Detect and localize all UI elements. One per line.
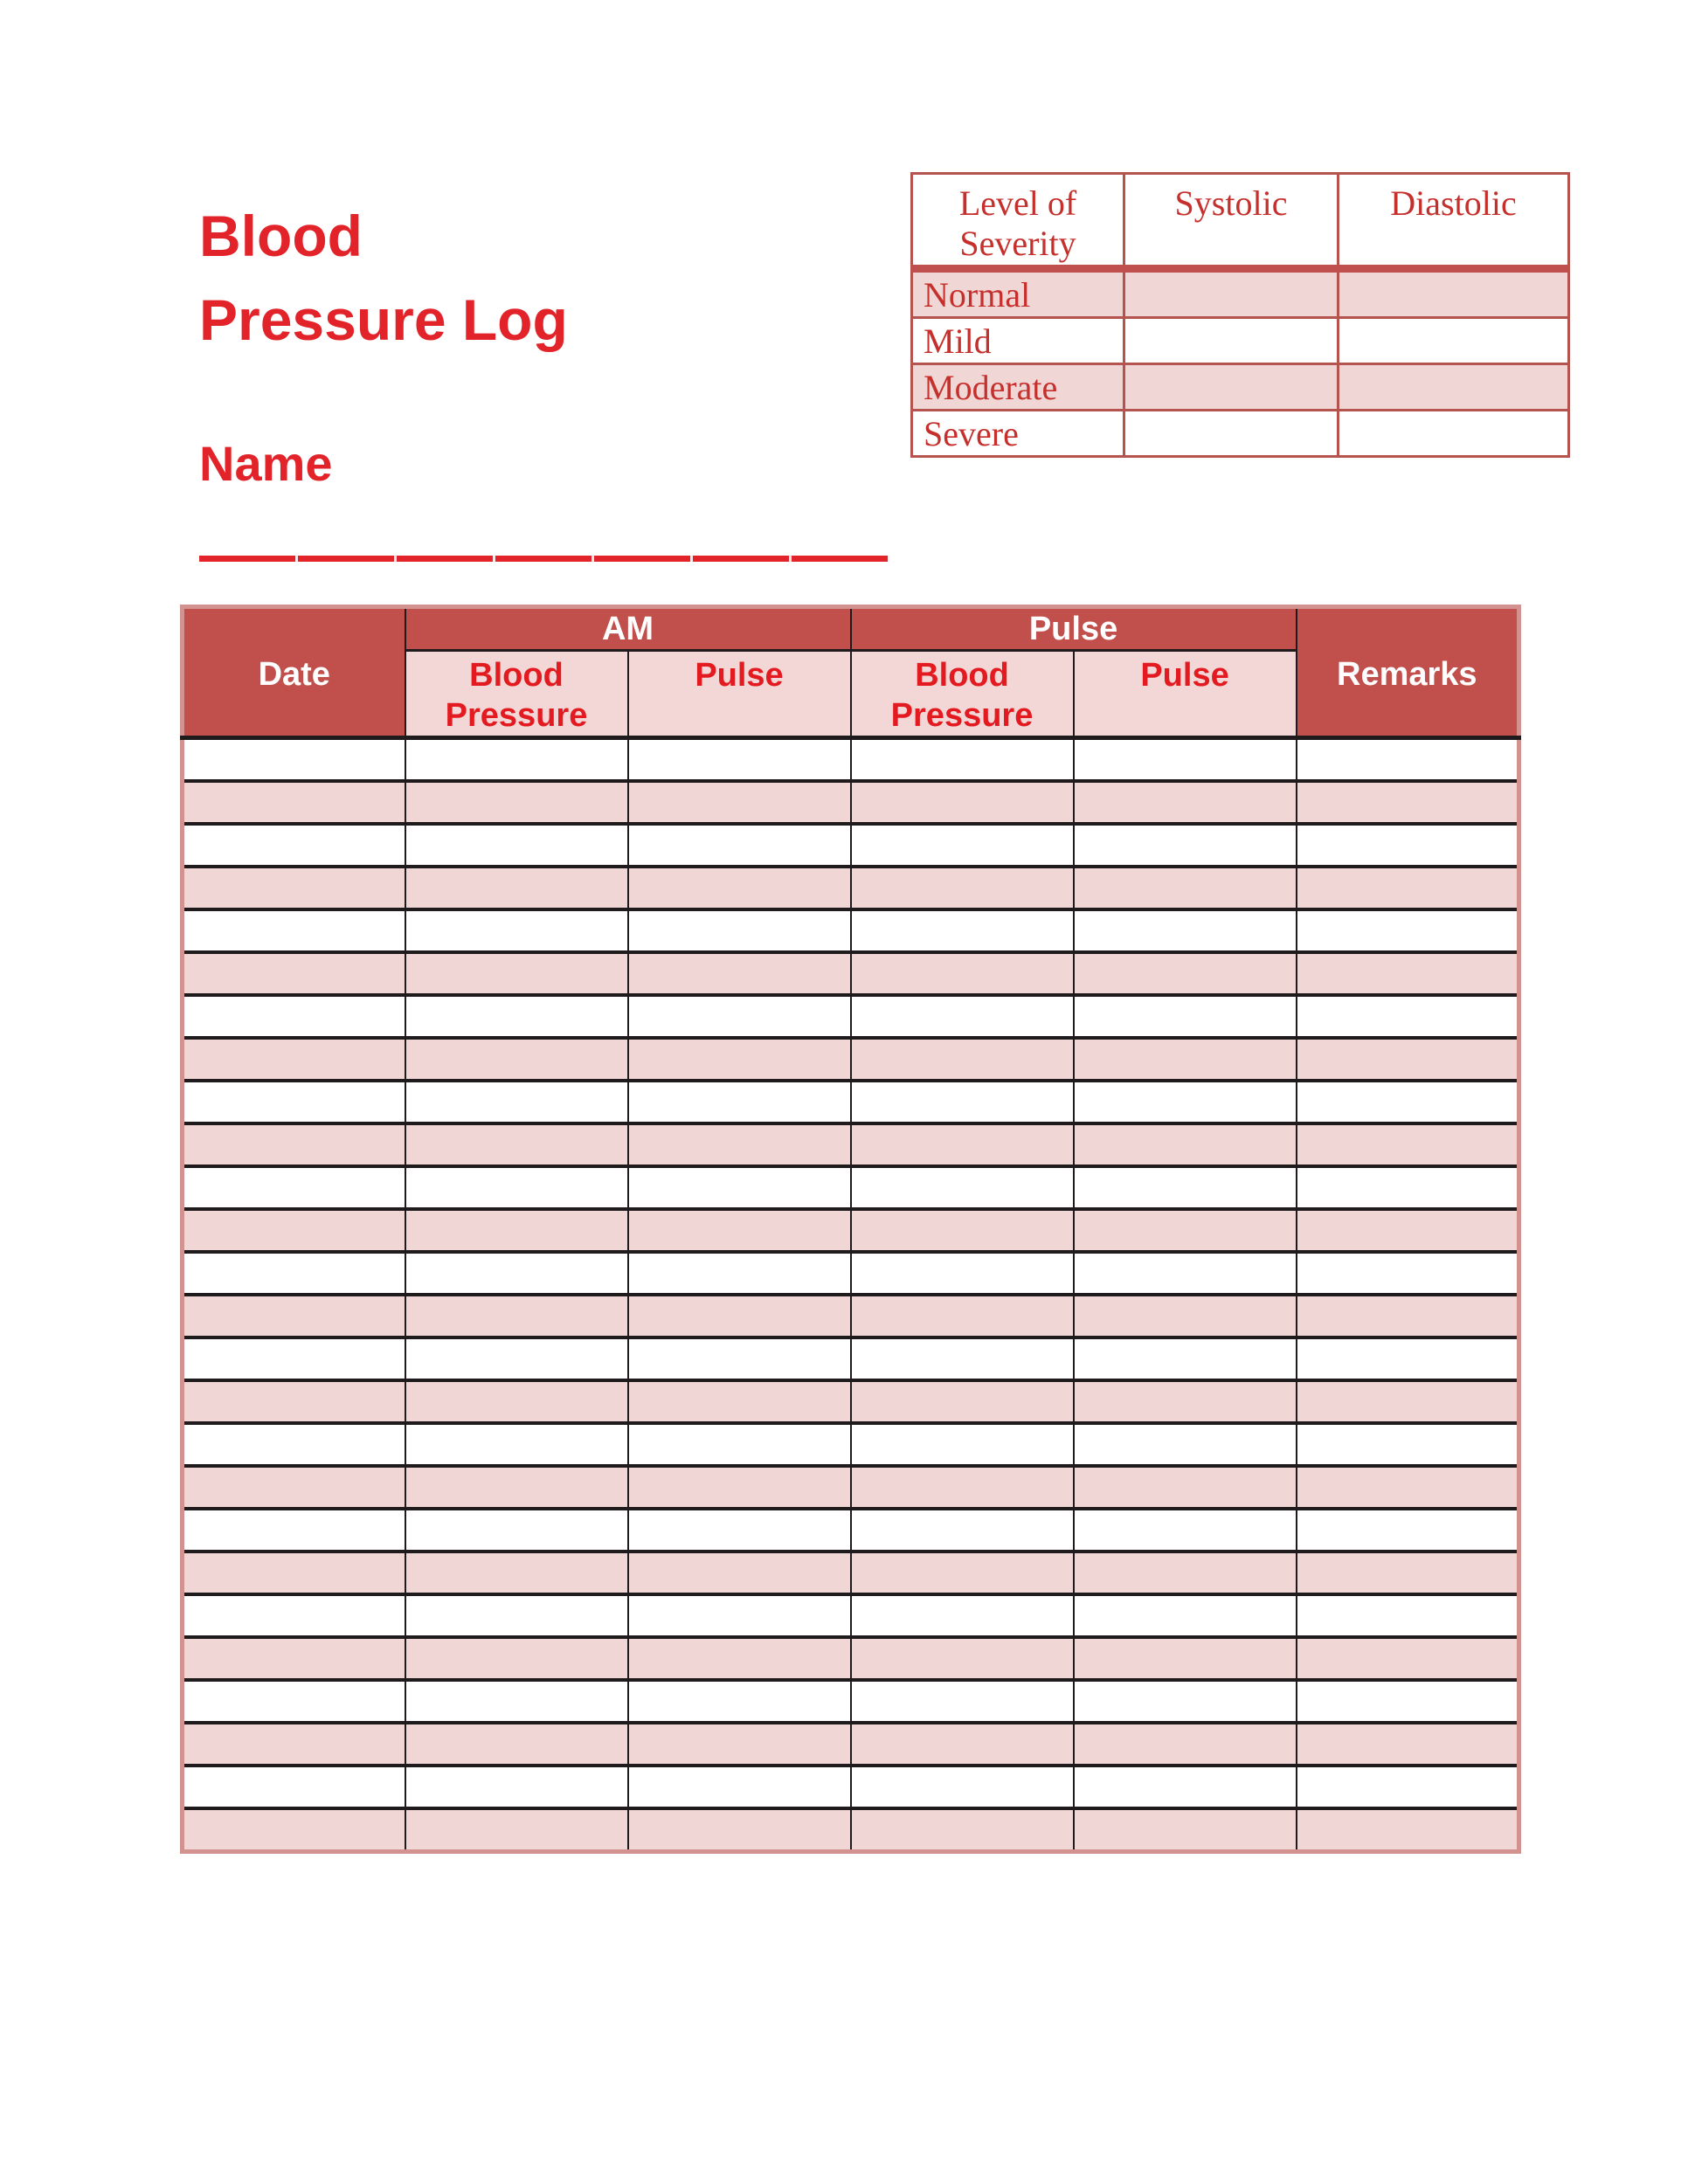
log-cell-empty [628,1337,851,1380]
log-row [183,1723,1519,1766]
log-row [183,1423,1519,1466]
log-cell-empty [405,995,628,1038]
log-header-remarks: Remarks [1297,607,1519,738]
log-cell-empty [405,1552,628,1594]
log-cell-empty [183,1680,405,1723]
log-cell-empty [851,1808,1074,1852]
log-cell-empty [851,1466,1074,1509]
log-cell-empty [1297,1509,1519,1552]
log-cell-empty [851,1380,1074,1423]
severity-systolic-cell [1124,411,1339,457]
log-cell-empty [851,1166,1074,1209]
log-cell-empty [1297,909,1519,952]
log-header-group-pulse: Pulse [851,607,1297,651]
log-cell-empty [1074,1552,1297,1594]
log-cell-empty [1074,1038,1297,1081]
severity-row-severe [912,411,1569,457]
log-cell-empty [1074,738,1297,782]
log-cell-empty [628,1766,851,1808]
log-cell-empty [1074,1081,1297,1123]
log-cell-empty [1297,1680,1519,1723]
log-row [183,867,1519,909]
severity-row-mild [912,318,1569,364]
log-cell-empty [1297,952,1519,995]
log-row [183,1209,1519,1252]
severity-diastolic-cell [1339,411,1569,457]
log-cell-empty [405,781,628,824]
log-cell-empty [851,1081,1074,1123]
log-cell-empty [851,738,1074,782]
log-cell-empty [183,824,405,867]
log-cell-empty [183,1252,405,1295]
severity-level-label: Mild [912,318,1124,364]
log-cell-empty [628,952,851,995]
log-row [183,909,1519,952]
log-cell-empty [183,995,405,1038]
log-cell-empty [628,1295,851,1337]
log-cell-empty [405,1209,628,1252]
log-cell-empty [183,1209,405,1252]
log-cell-empty [1074,952,1297,995]
log-cell-empty [851,1766,1074,1808]
log-cell-empty [1074,1252,1297,1295]
log-subheader-pm-blood-pressure: Blood Pressure [851,651,1074,738]
log-cell-empty [183,909,405,952]
log-cell-empty [405,1423,628,1466]
log-cell-empty [851,1680,1074,1723]
log-cell-empty [1074,867,1297,909]
log-cell-empty [1074,781,1297,824]
log-cell-empty [851,909,1074,952]
log-cell-empty [183,781,405,824]
log-cell-empty [1297,1637,1519,1680]
log-cell-empty [1297,1594,1519,1637]
log-row [183,1123,1519,1166]
log-cell-empty [405,1466,628,1509]
severity-reference-table [910,172,1570,458]
page-title-line1: Blood [199,204,363,268]
log-row [183,824,1519,867]
log-row [183,1081,1519,1123]
log-cell-empty [628,1808,851,1852]
log-cell-empty [1297,1081,1519,1123]
log-cell-empty [183,952,405,995]
log-cell-empty [628,1594,851,1637]
name-fill-in-line [199,556,889,562]
log-row [183,1337,1519,1380]
log-cell-empty [628,1723,851,1766]
log-cell-empty [628,1466,851,1509]
log-cell-empty [851,1423,1074,1466]
log-row [183,1166,1519,1209]
log-cell-empty [628,995,851,1038]
log-cell-empty [628,1123,851,1166]
log-cell-empty [405,1509,628,1552]
log-row [183,1380,1519,1423]
log-cell-empty [183,1337,405,1380]
log-cell-empty [1297,995,1519,1038]
log-cell-empty [1297,781,1519,824]
log-cell-empty [183,1380,405,1423]
severity-systolic-cell [1124,318,1339,364]
log-cell-empty [1074,1680,1297,1723]
log-header-group-am: AM [405,607,851,651]
severity-header-row [912,174,1569,269]
name-label: Name [199,436,333,491]
log-cell-empty [1297,1380,1519,1423]
log-row [183,738,1519,782]
log-cell-empty [405,909,628,952]
log-cell-empty [405,1594,628,1637]
severity-systolic-cell [1124,269,1339,318]
log-table-body [183,738,1519,1852]
log-cell-empty [1297,1252,1519,1295]
log-cell-empty [183,1552,405,1594]
log-cell-empty [405,824,628,867]
log-row [183,1509,1519,1552]
log-subheader-am-pulse: Pulse [628,651,851,738]
log-cell-empty [1074,1423,1297,1466]
log-cell-empty [405,1166,628,1209]
log-cell-empty [1297,1123,1519,1166]
log-cell-empty [183,1081,405,1123]
log-cell-empty [851,867,1074,909]
log-cell-empty [405,1337,628,1380]
log-cell-empty [851,1209,1074,1252]
log-cell-empty [1074,1166,1297,1209]
log-row [183,1466,1519,1509]
log-subheader-pm-pulse: Pulse [1074,651,1297,738]
severity-diastolic-cell [1339,318,1569,364]
log-cell-empty [405,1637,628,1680]
severity-diastolic-cell [1339,269,1569,318]
log-cell-empty [851,1337,1074,1380]
log-row [183,1038,1519,1081]
log-cell-empty [628,1637,851,1680]
log-cell-empty [183,1295,405,1337]
log-row [183,1295,1519,1337]
log-cell-empty [1074,1509,1297,1552]
log-cell-empty [628,738,851,782]
log-cell-empty [628,1209,851,1252]
log-cell-empty [628,824,851,867]
log-subheader-am-blood-pressure: Blood Pressure [405,651,628,738]
log-cell-empty [1297,1423,1519,1466]
log-cell-empty [628,909,851,952]
log-cell-empty [1074,1637,1297,1680]
log-cell-empty [851,995,1074,1038]
log-cell-empty [628,1423,851,1466]
log-cell-empty [405,1808,628,1852]
log-cell-empty [405,867,628,909]
log-cell-empty [183,1038,405,1081]
log-cell-empty [1074,909,1297,952]
log-row [183,995,1519,1038]
log-cell-empty [1074,1295,1297,1337]
log-cell-empty [851,1038,1074,1081]
log-cell-empty [1074,824,1297,867]
log-cell-empty [405,1680,628,1723]
log-row [183,1252,1519,1295]
page-title-line2: Pressure Log [199,287,568,352]
log-cell-empty [1297,1337,1519,1380]
log-cell-empty [851,781,1074,824]
severity-header-systolic: Systolic [1124,174,1339,269]
log-cell-empty [405,1766,628,1808]
log-cell-empty [183,1808,405,1852]
log-row [183,1766,1519,1808]
log-cell-empty [183,738,405,782]
bp-log-table [180,605,1521,1854]
log-cell-empty [1074,1466,1297,1509]
log-cell-empty [1297,1552,1519,1594]
severity-level-label: Severe [912,411,1124,457]
log-cell-empty [183,1509,405,1552]
log-cell-empty [851,1252,1074,1295]
log-cell-empty [1074,1380,1297,1423]
log-row [183,1680,1519,1723]
log-cell-empty [628,867,851,909]
severity-level-label: Moderate [912,364,1124,411]
severity-level-label: Normal [912,269,1124,318]
log-cell-empty [851,1552,1074,1594]
log-cell-empty [628,1552,851,1594]
log-row [183,781,1519,824]
log-cell-empty [405,1723,628,1766]
log-cell-empty [183,1637,405,1680]
log-cell-empty [851,1123,1074,1166]
log-cell-empty [405,952,628,995]
log-cell-empty [1297,738,1519,782]
log-cell-empty [183,1466,405,1509]
log-cell-empty [851,1723,1074,1766]
log-cell-empty [628,1252,851,1295]
log-cell-empty [405,1123,628,1166]
log-cell-empty [1297,1209,1519,1252]
page-title [199,194,568,362]
log-cell-empty [851,1637,1074,1680]
log-cell-empty [628,1380,851,1423]
severity-header-level: Level of Severity [912,174,1124,269]
log-cell-empty [405,1380,628,1423]
log-cell-empty [183,1766,405,1808]
log-cell-empty [628,1081,851,1123]
log-cell-empty [851,1295,1074,1337]
log-cell-empty [628,1509,851,1552]
log-cell-empty [1074,1594,1297,1637]
log-cell-empty [851,824,1074,867]
log-cell-empty [1297,1295,1519,1337]
log-cell-empty [1297,1466,1519,1509]
log-cell-empty [1297,824,1519,867]
log-cell-empty [1297,1166,1519,1209]
log-cell-empty [1074,1337,1297,1380]
log-cell-empty [183,1123,405,1166]
log-cell-empty [405,738,628,782]
log-cell-empty [1074,1209,1297,1252]
log-row [183,1637,1519,1680]
log-cell-empty [628,1680,851,1723]
log-cell-empty [183,1166,405,1209]
log-cell-empty [1297,1723,1519,1766]
log-cell-empty [405,1081,628,1123]
log-cell-empty [405,1295,628,1337]
log-cell-empty [1074,1123,1297,1166]
log-cell-empty [183,1723,405,1766]
severity-systolic-cell [1124,364,1339,411]
log-cell-empty [1074,1808,1297,1852]
log-cell-empty [628,1166,851,1209]
log-cell-empty [1297,1808,1519,1852]
log-cell-empty [628,1038,851,1081]
log-cell-empty [851,1594,1074,1637]
log-cell-empty [183,1423,405,1466]
log-cell-empty [628,781,851,824]
log-row [183,1594,1519,1637]
log-cell-empty [1074,1766,1297,1808]
log-cell-empty [1297,867,1519,909]
severity-diastolic-cell [1339,364,1569,411]
log-cell-empty [1297,1038,1519,1081]
log-row [183,1552,1519,1594]
log-cell-empty [1074,1723,1297,1766]
log-header-row-groups [183,607,1519,651]
log-cell-empty [183,867,405,909]
log-cell-empty [1074,995,1297,1038]
log-row [183,1808,1519,1852]
log-cell-empty [851,952,1074,995]
severity-header-diastolic: Diastolic [1339,174,1569,269]
log-cell-empty [405,1252,628,1295]
log-cell-empty [405,1038,628,1081]
log-header-date: Date [183,607,405,738]
log-cell-empty [1297,1766,1519,1808]
severity-row-moderate [912,364,1569,411]
log-cell-empty [851,1509,1074,1552]
severity-row-normal [912,269,1569,318]
log-row [183,952,1519,995]
log-cell-empty [183,1594,405,1637]
